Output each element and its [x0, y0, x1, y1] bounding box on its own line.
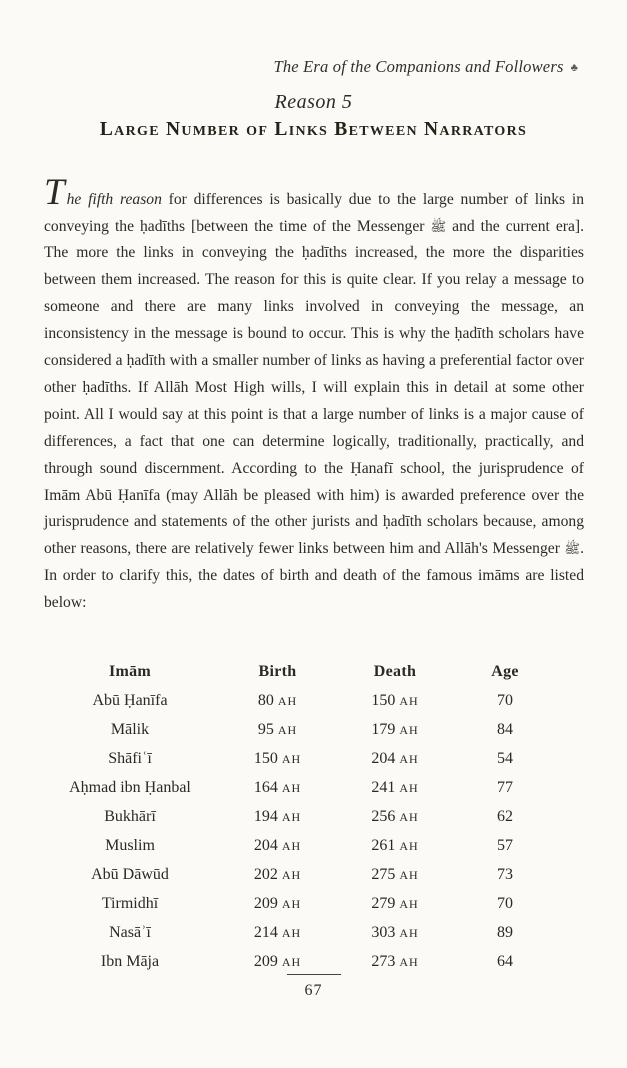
cell-death-year: 204 AH [371, 749, 419, 767]
imam-table-body [45, 686, 560, 976]
table-row [45, 947, 560, 976]
ah-unit: AH [281, 780, 302, 795]
ah-unit: AH [399, 896, 419, 911]
table-row [45, 889, 560, 918]
cell-death-year: 275 AH [371, 865, 419, 883]
cell-imam-name: Bukhārī [104, 807, 156, 825]
ah-unit: AH [277, 693, 298, 708]
cell-age: 62 [497, 807, 513, 825]
ah-unit: AH [399, 780, 419, 795]
table-row [45, 744, 560, 773]
ah-unit: AH [281, 838, 302, 853]
lead-italic-phrase: he fifth reason [66, 190, 162, 208]
cell-imam-name: Nasāʾī [109, 923, 151, 941]
cell-imam-name: Abū Dāwūd [91, 865, 169, 883]
body-text-segment-1: for differences is basically due to the large number of links in conveying the ḥadīths [between the time of the Messenger [44, 190, 584, 235]
running-head [273, 57, 578, 77]
cell-age: 54 [497, 749, 513, 767]
running-head-title: The Era of the Companions and Followers [273, 57, 564, 76]
cell-birth-year: 95 AH [257, 720, 298, 738]
cell-age: 57 [497, 836, 513, 854]
cell-birth-year: 214 AH [253, 923, 302, 941]
table-row [45, 831, 560, 860]
cell-age: 77 [497, 778, 513, 796]
column-header-death: Death [373, 662, 417, 680]
cell-age: 70 [497, 894, 513, 912]
cell-imam-name: Muslim [105, 836, 155, 854]
ah-unit: AH [399, 925, 419, 940]
cell-imam-name: Aḥmad ibn Ḥanbal [69, 778, 191, 796]
footer-rule [287, 974, 341, 975]
ah-unit: AH [281, 954, 302, 969]
table-row [45, 860, 560, 889]
cell-death-year: 179 AH [371, 720, 419, 738]
column-header-imam: Imām [108, 662, 152, 680]
cell-age: 70 [497, 691, 513, 709]
ah-unit: AH [399, 867, 419, 882]
cell-imam-name: Shāfiʿī [108, 749, 152, 767]
table-row [45, 715, 560, 744]
ah-unit: AH [277, 722, 298, 737]
cell-imam-name: Abū Ḥanīfa [92, 691, 168, 709]
dropcap-letter: T [44, 171, 66, 213]
table-row [45, 686, 560, 715]
page-footer [0, 974, 627, 1000]
cell-birth-year: 209 AH [253, 894, 302, 912]
cell-imam-name: Mālik [110, 720, 150, 738]
cell-imam-name: Tirmidhī [101, 894, 159, 912]
cell-age: 64 [497, 952, 513, 970]
ah-unit: AH [399, 954, 419, 969]
section-heading: Large Number of Links Between Narrators [99, 119, 528, 140]
ah-unit: AH [399, 693, 419, 708]
cell-birth-year: 204 AH [253, 836, 302, 854]
cell-birth-year: 209 AH [253, 952, 302, 970]
ah-unit: AH [281, 925, 302, 940]
cell-death-year: 279 AH [371, 894, 419, 912]
table-row [45, 918, 560, 947]
imam-table-header-row [45, 657, 560, 686]
cell-death-year: 261 AH [371, 836, 419, 854]
cell-age: 89 [497, 923, 513, 941]
honorific-pbuh-icon: ﷺ [430, 218, 447, 234]
cell-death-year: 150 AH [371, 691, 419, 709]
cell-death-year: 256 AH [371, 807, 419, 825]
ah-unit: AH [399, 809, 419, 824]
cell-death-year: 241 AH [371, 778, 419, 796]
cell-birth-year: 194 AH [253, 807, 302, 825]
cell-age: 84 [497, 720, 513, 738]
cell-birth-year: 202 AH [253, 865, 302, 883]
ah-unit: AH [281, 896, 302, 911]
honorific-pbuh-icon: ﷺ [564, 541, 581, 557]
table-row [45, 802, 560, 831]
cell-birth-year: 164 AH [253, 778, 302, 796]
cell-imam-name: Ibn Māja [100, 952, 160, 970]
fleuron-ornament-icon: ♣ [570, 62, 578, 74]
cell-age: 73 [497, 865, 513, 883]
cell-birth-year: 150 AH [253, 749, 302, 767]
ah-unit: AH [281, 809, 302, 824]
reason-label: Reason 5 [274, 91, 353, 113]
imam-table [45, 657, 560, 976]
ah-unit: AH [399, 722, 419, 737]
column-header-age: Age [491, 662, 519, 680]
cell-death-year: 303 AH [371, 923, 419, 941]
ah-unit: AH [281, 867, 302, 882]
table-row [45, 773, 560, 802]
ah-unit: AH [399, 751, 419, 766]
cell-birth-year: 80 AH [257, 691, 298, 709]
body-paragraph [44, 171, 584, 618]
column-header-birth: Birth [258, 662, 297, 680]
ah-unit: AH [281, 751, 302, 766]
ah-unit: AH [399, 838, 419, 853]
body-text-segment-2: and the current era]. The more the links in conveying the ḥadīths increased, the more the disparities between them increased. The reason for this is quite clear. If you relay a message to someone and there are many links involved in conveying the message, an inconsistency in the message is bound to occur. This is why the ḥadīth scholars have considered a ḥadīth with a smaller number of links as having a preferential factor over other ḥadīths. If Allāh Most High wills, I will explain this in detail at some other point. All I would say at this point is that a large number of links is a major cause of differences, a fact that one can determine logically, traditionally, practically, and through sound discernment. According to the Ḥanafī school, the jurisprudence of Imām Abū Ḥanīfa (may Allāh be pleased with him) is awarded preference over the jurisprudence and statements of the other jurists and ḥadīth scholars because, among other reasons, there are relatively fewer links between him and Allāh's Messenger [44, 217, 584, 558]
body-text-segment-3: . In order to clarify this, the dates of birth and death of the famous imāms are listed below: [44, 540, 584, 612]
cell-death-year: 273 AH [371, 952, 419, 970]
page-number: 67 [304, 982, 323, 999]
